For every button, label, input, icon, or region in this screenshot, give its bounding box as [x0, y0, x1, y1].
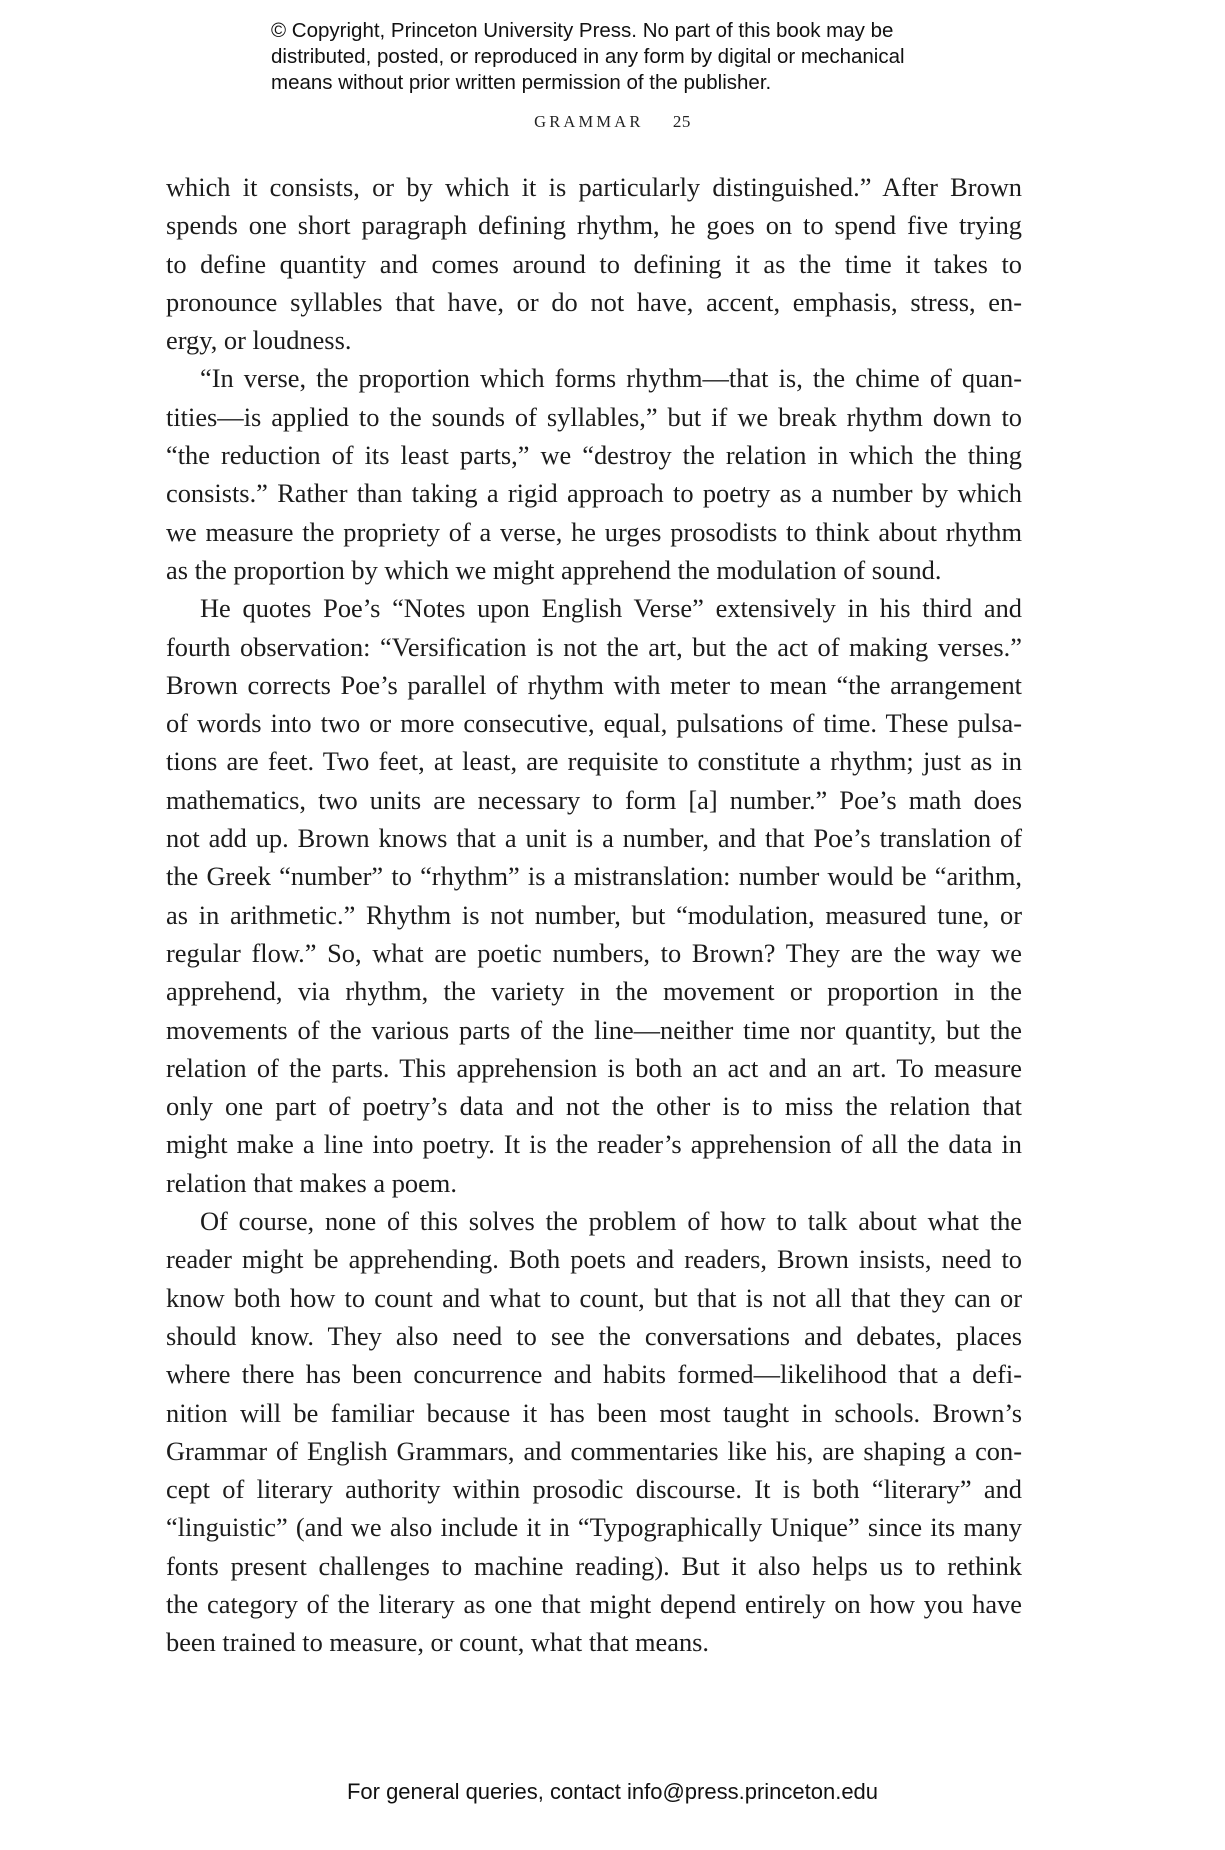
- text-line: regular flow.” So, what are poetic numbers, to Brown? They are the way we: [166, 937, 1022, 968]
- copyright-notice: [271, 18, 991, 96]
- text-line: Of course, none of this solves the problem of how to talk about what the: [200, 1206, 1022, 1237]
- text-line: He quotes Poe’s “Notes upon English Verse” extensively in his third and: [200, 593, 1022, 624]
- text-line: cept of literary authority within prosodic discourse. It is both “literary” and: [166, 1474, 1022, 1505]
- text-line: “the reduction of its least parts,” we “destroy the relation in which the thing: [166, 440, 1022, 471]
- text-line: as the proportion by which we might apprehend the modulation of sound.: [166, 554, 942, 585]
- text-line: apprehend, via rhythm, the variety in the movement or proportion in the: [166, 976, 1022, 1007]
- text-line: might make a line into poetry. It is the reader’s apprehension of all the data in: [166, 1129, 1022, 1160]
- text-line: spends one short paragraph defining rhythm, he goes on to spend five trying: [166, 210, 1022, 241]
- text-line: Grammar of English Grammars, and commentaries like his, are shaping a con-: [166, 1435, 1022, 1466]
- text-line: of words into two or more consecutive, equal, pulsations of time. These pulsa-: [166, 708, 1022, 739]
- text-line: as in arithmetic.” Rhythm is not number, but “modulation, measured tune, or: [166, 899, 1022, 930]
- text-line: know both how to count and what to count, but that is not all that they can or: [166, 1282, 1022, 1313]
- text-line: Brown corrects Poe’s parallel of rhythm with meter to mean “the arrangement: [166, 669, 1022, 700]
- text-line: consists.” Rather than taking a rigid approach to poetry as a number by which: [166, 478, 1022, 509]
- text-line: reader might be apprehending. Both poets and readers, Brown insists, need to: [166, 1244, 1022, 1275]
- text-line: ergy, or loudness.: [166, 325, 352, 356]
- text-line: fourth observation: “Versification is not the art, but the act of making verses.”: [166, 631, 1022, 662]
- text-line: only one part of poetry’s data and not the other is to miss the relation that: [166, 1091, 1022, 1122]
- text-line: mathematics, two units are necessary to form [a] number.” Poe’s math does: [166, 784, 1022, 815]
- text-line: relation that makes a poem.: [166, 1167, 457, 1198]
- text-line: the Greek “number” to “rhythm” is a mistranslation: number would be “arithm,: [166, 861, 1022, 892]
- copyright-line: © Copyright, Princeton University Press. No part of this book may be: [271, 19, 894, 42]
- text-line: “In verse, the proportion which forms rhythm—that is, the chime of quan-: [200, 363, 1022, 394]
- contact-footer: For general queries, contact info@press.princeton.edu: [346, 1779, 879, 1804]
- text-line: nition will be familiar because it has been most taught in schools. Brown’s: [166, 1397, 1022, 1428]
- text-line: fonts present challenges to machine reading). But it also helps us to rethink: [166, 1550, 1022, 1581]
- chapter-title: GRAMMAR: [534, 112, 644, 131]
- text-line: pronounce syllables that have, or do not have, accent, emphasis, stress, en-: [166, 286, 1022, 317]
- text-line: tions are feet. Two feet, at least, are requisite to constitute a rhythm; just as in: [166, 746, 1022, 777]
- text-line: “linguistic” (and we also include it in “Typographically Unique” since its many: [166, 1512, 1022, 1543]
- text-line: to define quantity and comes around to defining it as the time it takes to: [166, 248, 1022, 279]
- text-line: been trained to measure, or count, what that means.: [166, 1627, 710, 1658]
- text-line: tities—is applied to the sounds of syllables,” but if we break rhythm down to: [166, 401, 1022, 432]
- text-line: we measure the propriety of a verse, he urges prosodists to think about rhythm: [166, 516, 1022, 547]
- text-line: movements of the various parts of the line—neither time nor quantity, but the: [166, 1014, 1022, 1045]
- text-line: not add up. Brown knows that a unit is a number, and that Poe’s translation of: [166, 823, 1022, 854]
- copyright-line: distributed, posted, or reproduced in any form by digital or mechanical: [271, 45, 905, 68]
- body-text: [166, 168, 1022, 1662]
- text-line: the category of the literary as one that might depend entirely on how you have: [166, 1588, 1022, 1619]
- copyright-line: means without prior written permission of the publisher.: [271, 71, 772, 94]
- text-line: where there has been concurrence and habits formed—likelihood that a defi-: [166, 1359, 1022, 1390]
- text-line: should know. They also need to see the conversations and debates, places: [166, 1320, 1022, 1351]
- running-head: [0, 112, 1225, 132]
- text-line: relation of the parts. This apprehension is both an act and an art. To measure: [166, 1052, 1022, 1083]
- text-line: which it consists, or by which it is particularly distinguished.” After Brown: [166, 172, 1022, 202]
- page-number: 25: [672, 112, 691, 131]
